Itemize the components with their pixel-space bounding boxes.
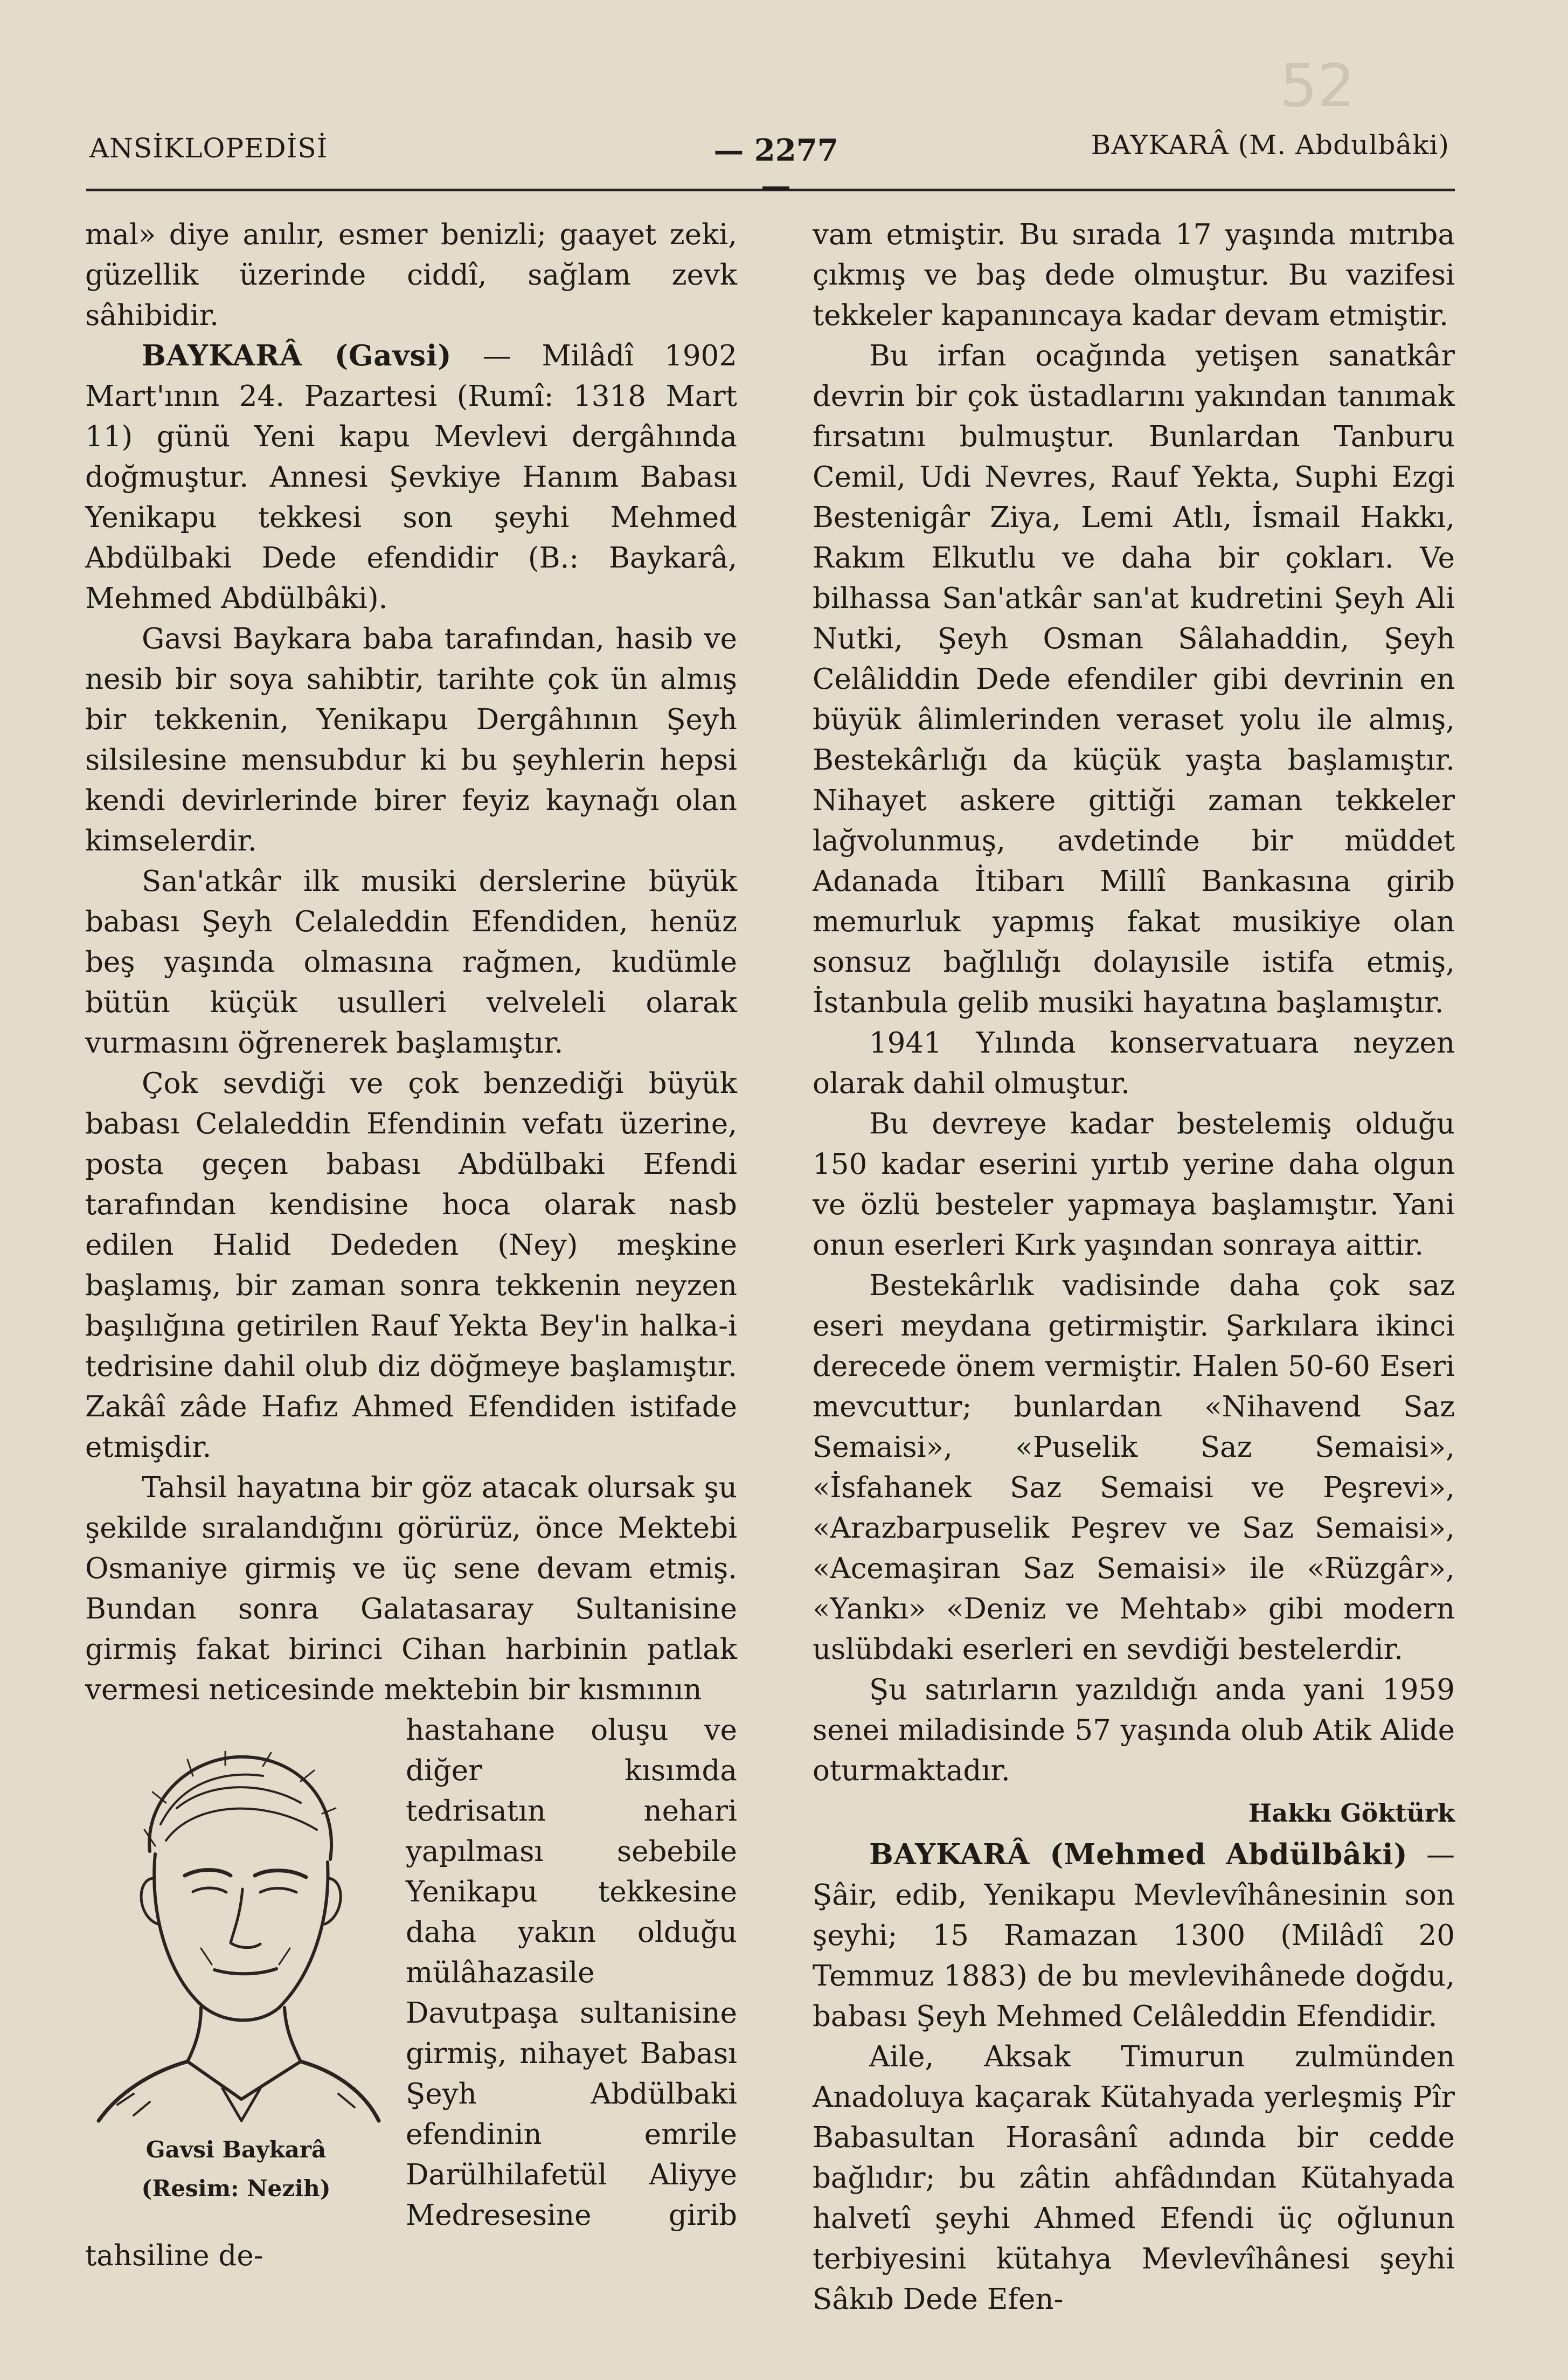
page-number: — 2277 — (713, 133, 838, 204)
entry-headword: BAYKARÂ (Mehmed Abdülbâki) (869, 1838, 1408, 1871)
paragraph: San'atkâr ilk musiki derslerine büyük babası Şeyh Celaleddin Efendiden, henüz beş yaşında olmasına rağmen, kudümle bütün küçük usulleri velveleli olarak vurmasını öğrenerek başlamıştır. (85, 865, 737, 1060)
paragraph: Bu devreye kadar bestelemiş olduğu 150 kadar eserini yırtıb yerine daha olgun ve özlü besteler yapmaya başlamıştır. Yani onun eserleri Kırk yaşından sonraya aittir. (813, 1108, 1455, 1262)
author-signature: Hakkı Göktürk (1248, 1798, 1455, 1828)
paragraph: Bu irfan ocağında yetişen sanatkâr devrin bir çok üstadlarını yakından tanımak fırsatını bulmuştur. Bunlardan Tanburu Cemil, Udi Nevres, Rauf Yekta, Suphi Ezgi Bestenigâr Ziya, Lemi Atlı, İsmail Hakkı, Rakım Elkutlu ve daha bir çokları. Ve bilhassa San'atkâr san'at kudretini Şeyh Ali Nutki, Şeyh Osman Sâlahaddin, Şeyh Celâliddin Dede efendiler gibi devrinin en büyük âlimlerinden veraset yolu ile almış, Bestekârlığı da küçük yaşta başlamıştır. Nihayet askere gittiği zaman tekkeler lağvolunmuş, avdetinde bir müddet Adanada İtibarı Millî Bankasına girib memurluk yapmış fakat musikiye olan sonsuz bağlılığı dolayısile istifa etmiş, İstanbula gelib musiki hayatına başlamıştır. (813, 340, 1455, 1019)
entry-gavsi (85, 336, 737, 619)
entry-headword: BAYKARÂ (Gavsi) (142, 339, 452, 372)
page-header (86, 129, 1455, 204)
archive-pencil-mark: 52 (1280, 51, 1355, 120)
paragraph: Şu satırların yazıldığı anda yani 1959 senei miladisinde 57 yaşında olub Atik Alide oturmaktadır. (813, 1673, 1455, 1787)
entry-mehmed-abdulbaki (813, 1835, 1455, 2037)
paragraph: Tahsil hayatına bir göz atacak olursak şu şekilde sıralandığını görürüz, önce Mektebi Osmaniye girmiş ve üç sene devam etmiş. Bundan sonra Galatasaray Sultanisine girmiş fakat birinci Cihan harbinin patlak vermesi neticesinde mektebin bir kısmının (85, 1471, 737, 1706)
paragraph: Gavsi Baykara baba tarafından, hasib ve nesib bir soya sahibtir, tarihte çok ün almış bir tekkenin, Yenikapu Dergâhının Şeyh silsilesine mensubdur ki bu şeyhlerin hepsi kendi devirlerinde birer feyiz kaynağı olan kimselerdir. (85, 622, 737, 857)
portrait-caption (85, 2130, 387, 2208)
portrait-figure (85, 1717, 387, 2208)
header-left-title: ANSİKLOPEDİSİ (89, 133, 328, 164)
entry-text: — Şâir, edib, Yenikapu Mevlevîhânesinin son şeyhi; 15 Ramazan 1300 (Milâdî 20 Temmuz 1883) de bu mevlevihânede doğdu, babası Şeyh Mehmed Celâleddin Efendidir. (813, 1838, 1455, 2033)
entry-text: — Milâdî 1902 Mart'ının 24. Pazartesi (Rumî: 1318 Mart 11) günü Yeni kapu Mevlevi dergâhında doğmuştur. Annesi Şevkiye Hanım Babası Yenikapu tekkesi son şeyhi Mehmed Abdülbaki Dede efendidir (B.: Baykarâ, Mehmed Abdülbâki). (85, 340, 737, 615)
caption-credit: (Resim: Nezih) (141, 2175, 331, 2202)
left-column (85, 215, 737, 2276)
figure-wrap (85, 1710, 737, 2276)
right-column (813, 215, 1455, 2320)
paragraph: Çok sevdiği ve çok benzediği büyük babası Celaleddin Efendinin vefatı üzerine, posta geçen babası Abdülbaki Efendi tarafından kendisine hoca olarak nasb edilen Halid Dededen (Ney) meşkine başlamış, bir zaman sonra tekkenin neyzen başılığına getirilen Rauf Yekta Bey'in halka-i tedrisine dahil olub diz döğmeye başlamıştır. Zakâî zâde Hafız Ahmed Efendiden istifade etmişdir. (85, 1067, 737, 1464)
caption-name: Gavsi Baykarâ (145, 2136, 327, 2163)
paragraph: Aile, Aksak Timurun zulmünden Anadoluya kaçarak Kütahyada yerleşmiş Pîr Babasultan Horasânî adında bir cedde bağlıdır; bu zâtin ahfâdından Kütahyada halvetî şeyhi Ahmed Efendi üç oğlunun terbiyesini kütahya Mevlevîhânesi şeyhi Sâkıb Dede Efen- (813, 2040, 1455, 2316)
paragraph: mal» diye anılır, esmer benizli; gaayet zeki, güzellik üzerinde ciddî, sağlam zevk sâhibidir. (85, 218, 737, 332)
paragraph: 1941 Yılında konservatuara neyzen olarak dahil olmuştur. (813, 1027, 1455, 1100)
paragraph: Bestekârlık vadisinde daha çok saz eseri meydana getirmiştir. Şarkılara ikinci derecede önem vermiştir. Halen 50-60 Eseri mevcuttur; bunlardan «Nihavend Saz Semaisi», «Puselik Saz Semaisi», «İsfahanek Saz Semaisi ve Peşrevi», «Arazbarpuselik Peşrev ve Saz Semaisi», «Acemaşiran Saz Semaisi» ile «Rüzgâr», «Yankı» «Deniz ve Mehtab» gibi modern uslübdaki eserleri en sevdiği bestelerdir. (813, 1269, 1455, 1666)
portrait-sketch-icon (85, 1717, 387, 2126)
paragraph: vam etmiştir. Bu sırada 17 yaşında mıtrıba çıkmış ve baş dede olmuştur. Bu vazifesi tekkeler kapanıncaya kadar devam etmiştir. (813, 218, 1455, 332)
header-right-entry: BAYKARÂ (M. Abdulbâki) (1091, 129, 1449, 161)
paragraph-wrapped: hastahane oluşu ve diğer kısımda tedrisatın nehari yapılması sebebile Yenikapu tekkesine daha yakın olduğu mülâhazasile Davutpaşa sultanisine girmiş, nihayet Babası Şeyh Abdülbaki efendinin emrile Darülhilafetül Aliyye Medresesine girib tahsiline de- (85, 1714, 737, 2272)
